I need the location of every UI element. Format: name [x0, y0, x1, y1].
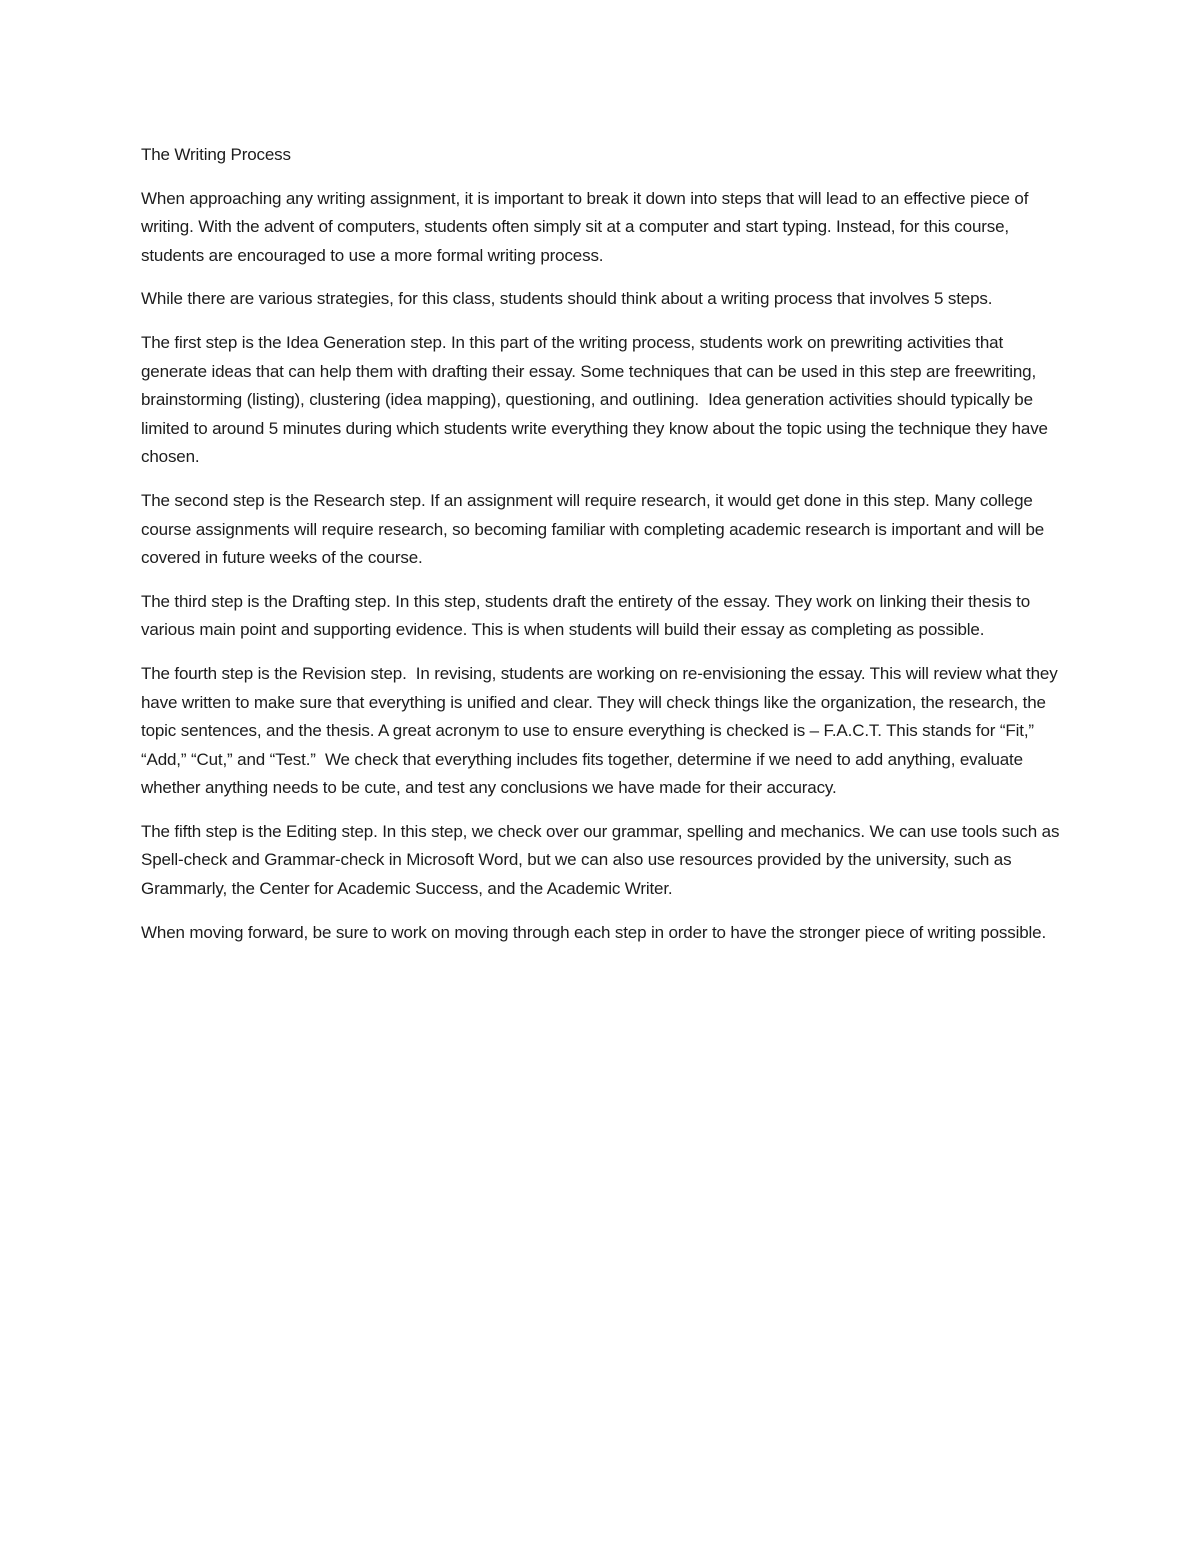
paragraph-step-research: The second step is the Research step. If an assignment will require research, it would get done in this step. Many college course assignments will require research, so becoming familiar with completing academic research is important and will be covered in future weeks of the course.	[141, 490, 1049, 568]
paragraph-step-revision: The fourth step is the Revision step. In revising, students are working on re-envisioning the essay. This will review what they have written to make sure that everything is unified and clear. They will check things like the organization, the research, the topic sentences, and the thesis. A great acronym to use to ensure everything is checked is – F.A.C.T. This stands for “Fit,” “Add,” “Cut,” and “Test.” We check that everything includes fits together, determine if we need to add anything, evaluate whether anything needs to be cute, and test any conclusions we have made for their accuracy.	[141, 663, 1063, 798]
paragraph-conclusion: When moving forward, be sure to work on moving through each step in order to have the stronger piece of writing possible.	[141, 922, 1047, 942]
document-title: The Writing Process	[141, 145, 291, 164]
paragraph-step-idea-generation: The first step is the Idea Generation step. In this part of the writing process, students work on prewriting activities that generate ideas that can help them with drafting their essay. Some techniques that can be used in this step are freewriting, brainstorming (listing), clustering (idea mapping), questioning, and outlining. Idea generation activities should typically be limited to around 5 minutes during which students write everything they know about the topic using the technique they have chosen.	[141, 332, 1053, 467]
paragraph-step-editing: The fifth step is the Editing step. In this step, we check over our grammar, spelling and mechanics. We can use tools such as Spell-check and Grammar-check in Microsoft Word, but we can also use resources provided by the university, such as Grammarly, the Center for Academic Success, and the Academic Writer.	[141, 821, 1064, 899]
paragraph-step-drafting: The third step is the Drafting step. In this step, students draft the entirety of the essay. They work on linking their thesis to various main point and supporting evidence. This is when students will build their essay as completing as possible.	[141, 591, 1035, 640]
paragraph-intro: When approaching any writing assignment, it is important to break it down into steps that will lead to an effective piece of writing. With the advent of computers, students often simply sit at a computer and start typing. Instead, for this course, students are encouraged to use a more formal writing process.	[141, 188, 1033, 265]
paragraph-strategies: While there are various strategies, for this class, students should think about a writing process that involves 5 steps.	[141, 289, 993, 309]
